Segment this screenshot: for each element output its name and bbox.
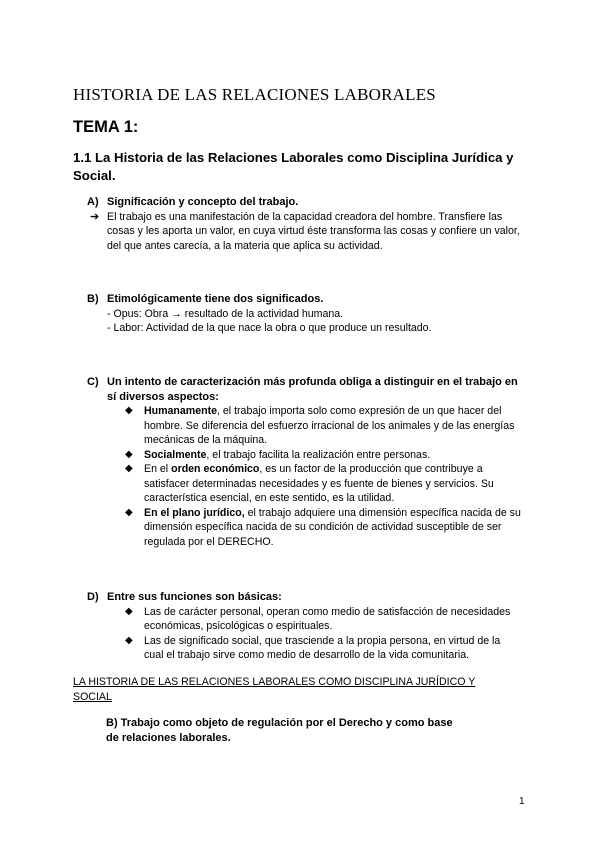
arrow-icon: ➔ [90, 210, 100, 223]
section-d-letter: D) [87, 591, 99, 603]
list-item: ◆ Las de carácter personal, operan como medio de satisfacción de necesidades económicas, psicológicas o espirituales. [125, 605, 511, 632]
list-item: ◆ Humanamente, el trabajo importa solo como expresión de un que hacer del hombre. Se diferencia del esfuerzo irracional de los animales y de las energías mecánicas de la máquina. [125, 405, 515, 446]
section-c-heading: Un intento de caracterización más profunda obliga a distinguir en el trabajo en sí diversos aspectos: [107, 376, 518, 403]
subtitle-heading: 1.1 La Historia de las Relaciones Laborales como Disciplina Jurídica y Social. [73, 150, 514, 183]
tema-heading: TEMA 1: [73, 118, 139, 136]
list-item: ◆ En el orden económico, es un factor de la producción que contribuye a satisfacer determinadas necesidades y es fuente de bienes y servicios. Su característica esencial, en este sentido, es la utilidad. [125, 463, 494, 504]
section-c [87, 375, 522, 549]
section-a-text: El trabajo es una manifestación de la capacidad creadora del hombre. Transfiere las cosas y les aporta un valor, en cuya virtud éste transforma las cosas y confiere un valor, del que antes carecía, a la materia que aplica su actividad. [107, 210, 520, 252]
document-title: HISTORIA DE LAS RELACIONES LABORALES [73, 85, 436, 104]
diamond-bullet-icon: ◆ [125, 405, 133, 416]
section-c-letter: C) [87, 376, 99, 388]
section-b-regulation-heading: B) Trabajo como objeto de regulación por el Derecho y como base de relaciones laborales. [106, 717, 453, 744]
section-b [87, 292, 527, 336]
diamond-bullet-icon: ◆ [125, 605, 133, 617]
section-b-line: - Labor: Actividad de la que nace la obra o que produce un resultado. [107, 322, 432, 334]
list-item: ◆ En el plano jurídico, el trabajo adquiere una dimensión específica nacida de su dimensión específica nacida de su condición de actividad susceptible de ser regulada por el DERECHO. [125, 506, 521, 548]
section-b-letter: B) [87, 293, 99, 305]
section-a [87, 195, 527, 253]
diamond-bullet-icon: ◆ [125, 463, 133, 474]
section-a-heading: Significación y concepto del trabajo. [107, 196, 299, 208]
section-b-line: - Opus: Obra → resultado de la actividad humana. [107, 307, 344, 320]
section-a-letter: A) [87, 196, 99, 208]
list-item: ◆ Las de significado social, que trasciende a la propia persona, en virtud de la cual el trabajo sirve como medio de desarrollo de la vida comunitaria. [125, 634, 501, 661]
diamond-bullet-icon: ◆ [125, 448, 133, 460]
underlined-section-heading: LA HISTORIA DE LAS RELACIONES LABORALES COMO DISCIPLINA JURÍDICO Y SOCIAL [73, 676, 476, 703]
section-b-heading: Etimológicamente tiene dos significados. [107, 293, 324, 305]
section-d-heading: Entre sus funciones son básicas: [107, 591, 282, 603]
page-number: 1 [519, 796, 525, 807]
diamond-bullet-icon: ◆ [125, 634, 133, 646]
list-item: ◆ Socialmente, el trabajo facilita la realización entre personas. [125, 448, 431, 461]
diamond-bullet-icon: ◆ [125, 506, 133, 518]
section-d [87, 590, 522, 663]
